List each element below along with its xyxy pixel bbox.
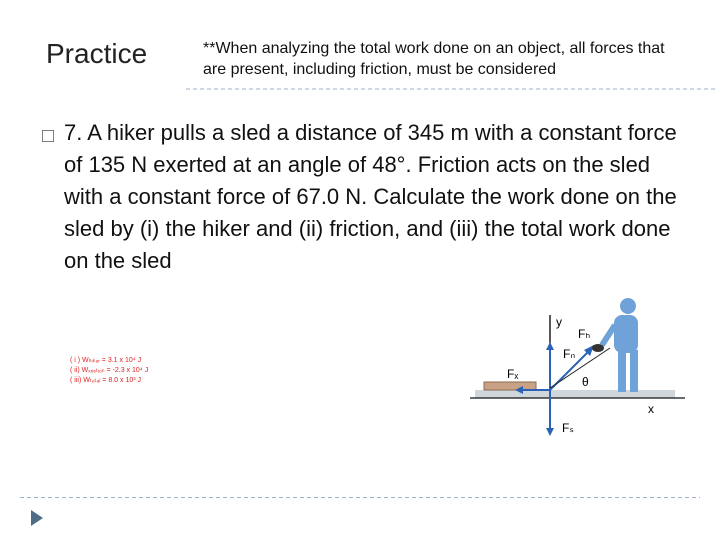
dashed-divider: [186, 84, 716, 94]
slide-title: Practice: [46, 38, 148, 69]
label-fg: Fₛ: [562, 421, 574, 435]
label-fh: Fₕ: [578, 327, 591, 341]
label-fn: Fₙ: [563, 347, 576, 361]
next-slide-icon[interactable]: [28, 508, 46, 528]
answer-line: ( ii) Wₓᵣᵢₑₜᵢₒₙ = -2.3 x 10⁴ J: [70, 367, 149, 374]
hiker-sled-diagram: [470, 290, 690, 440]
bullet-icon: □: [42, 125, 55, 147]
question-text: [64, 117, 692, 277]
answer-line: ( iii) Wₜₒₜₐₗ = 8.0 x 10³ J: [70, 377, 142, 384]
label-ff: Fₓ: [507, 367, 519, 381]
label-y: y: [556, 315, 562, 329]
footer-divider: [20, 497, 700, 498]
question-number: 7.: [64, 120, 83, 145]
label-x: x: [648, 402, 654, 416]
answer-block: [70, 356, 200, 386]
question-body: A hiker pulls a sled a distance of 345 m with a constant force of 135 N exerted at an angle of 48°. Friction acts on the sled with a constant force of 67.0 N. Calculate the work done on the sled by (i) the hiker and (ii) friction, and (iii) the total work done on the sled: [64, 120, 677, 273]
answer-line: ( i ) Wₕᵢₖₑᵣ = 3.1 x 10⁴ J: [70, 357, 142, 364]
slide-note: **When analyzing the total work done on an object, all forces that are present, including friction, must be considered: [203, 40, 665, 78]
label-theta: θ: [582, 375, 589, 389]
question-block: [42, 117, 692, 277]
